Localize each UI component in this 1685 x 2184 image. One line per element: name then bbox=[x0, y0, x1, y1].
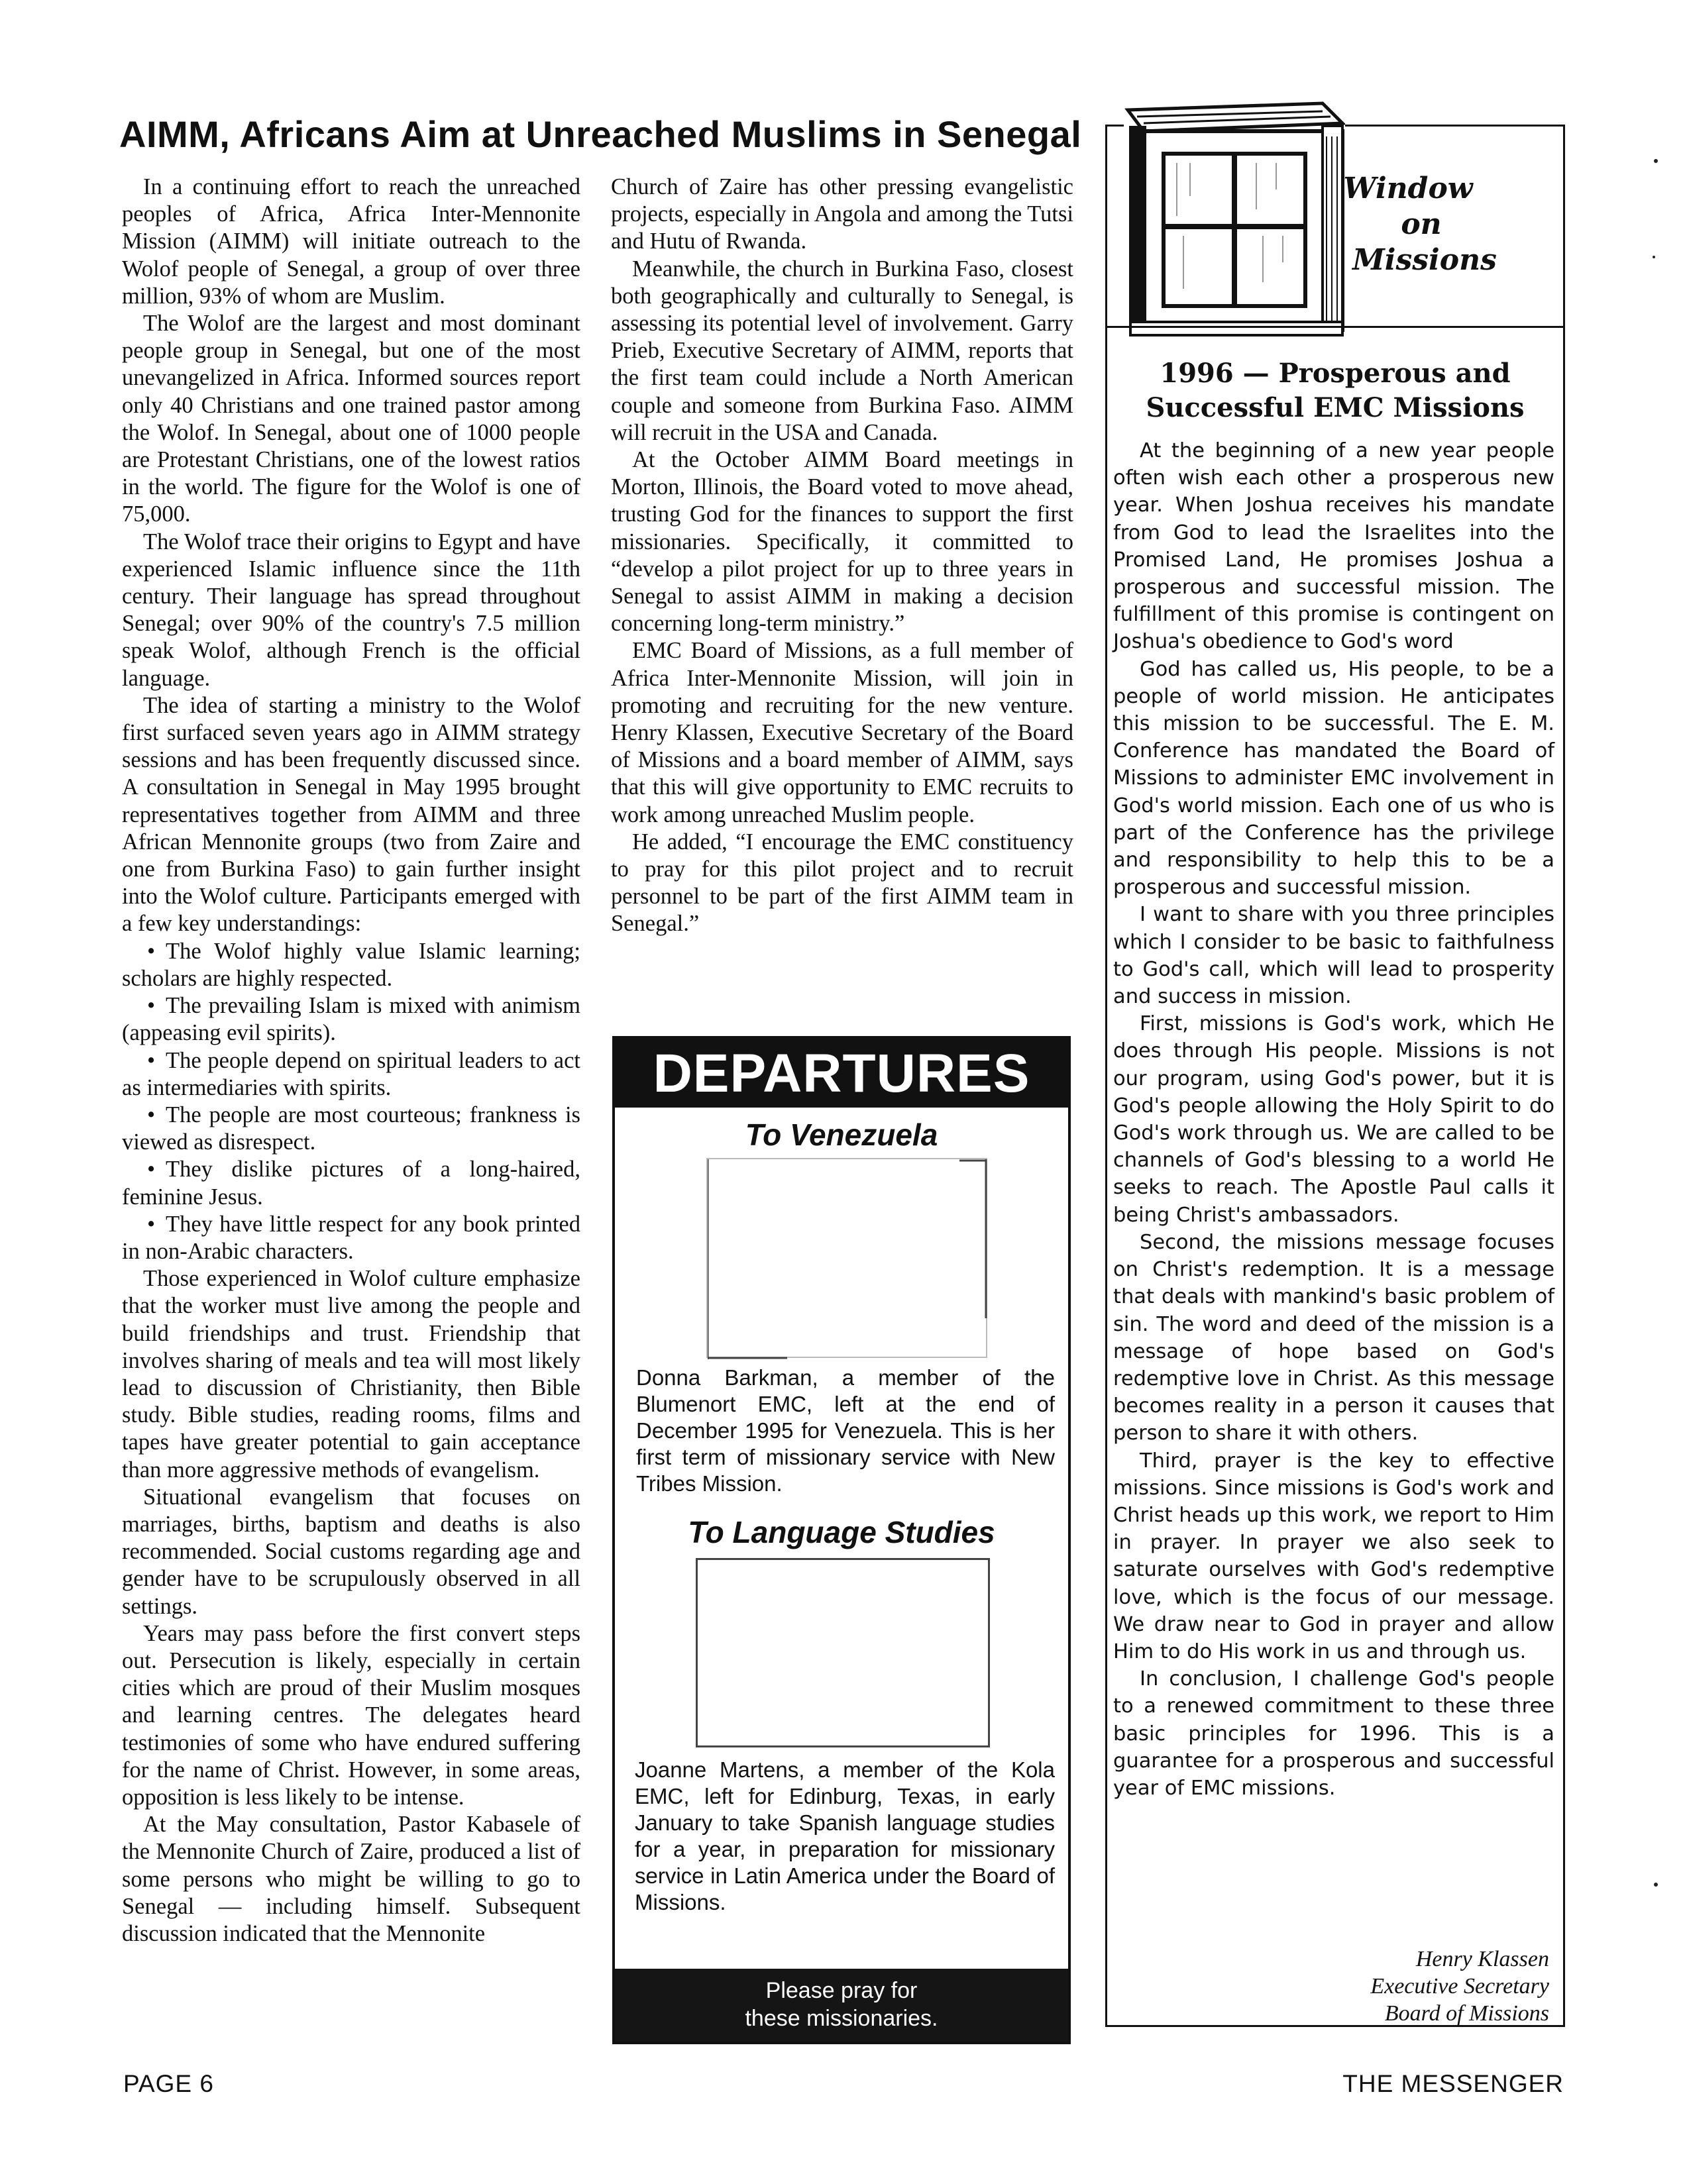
title-line: Window bbox=[1343, 172, 1473, 205]
title-line: Missions bbox=[1352, 243, 1497, 277]
heading-line: Successful EMC Missions bbox=[1146, 392, 1525, 423]
paragraph: The Wolof are the largest and most dominant people group in Senegal, but one of the most unevangelized in Africa. Informed sources report only 40 Christians and one trained pastor among the Wolof. In Senegal, about one of 1000 people are Protestant Christians, one of the lowest ratios in the world. The figure for the Wolof is one of 75,000. bbox=[122, 311, 580, 527]
language-studies-heading: To Language Studies bbox=[688, 1515, 995, 1549]
paragraph: I want to share with you three principles which I consider to be basic to faithfulness to God's call, which will lead to prosperity and success in mission. bbox=[1113, 903, 1554, 1009]
paragraph: Third, prayer is the key to effective missions. Since missions is God's work and Christ heads up this work, we report to Him in prayer. In prayer we also seek to saturate ourselves with God's redemptive love, which is the focus of our message. We draw near to God in prayer and allow Him to do His work in us and through us. bbox=[1113, 1449, 1554, 1663]
article-column-2 bbox=[611, 174, 1073, 938]
paragraph: Situational evangelism that focuses on marriages, births, baptism and deaths is also recommended. Social customs regarding age and gender have to be scrupulously observed in all settings. bbox=[122, 1484, 580, 1619]
bullet-icon: • bbox=[147, 993, 156, 1019]
bullet-icon: • bbox=[147, 938, 156, 964]
footer-line-1: Please pray for bbox=[765, 1978, 918, 2003]
paragraph: Those experienced in Wolof culture emphasize that the worker must live among the people and build friendships and trust. Friendship that involves sharing of meals and tea will most likely lead to discussion of Christianity, then Bible study. Bible studies, reading rooms, films and tapes have greater potential to gain acceptance than more aggressive methods of evangelism. bbox=[122, 1266, 580, 1482]
photo-placeholder bbox=[696, 1558, 990, 1747]
title-line: on bbox=[1401, 207, 1442, 241]
scan-speck bbox=[1654, 159, 1658, 163]
venezuela-text: Donna Barkman, a member of the Blumenort EMC, left at the end of December 1995 for Venezuela. This is her first term of missionary service with New Tribes Mission. bbox=[636, 1365, 1055, 1496]
bullet-icon: • bbox=[147, 1157, 156, 1182]
photo-placeholder bbox=[706, 1158, 987, 1358]
paragraph: At the October AIMM Board meetings in Morton, Illinois, the Board voted to move ahead, trusting God for the finances to support the first missionaries. Specifically, it committed to “develop a pilot project for up to three years in Senegal to assist AIMM in making a decision concerning long-term ministry.” bbox=[611, 447, 1073, 637]
bullet-icon: • bbox=[147, 1102, 156, 1127]
paragraph: Meanwhile, the church in Burkina Faso, closest both geographically and culturally to Senegal, is assessing its potential level of involvement. Garry Prieb, Executive Secretary of AIMM, reports that the first team could include a North American couple and someone from Burkina Faso. AIMM will recruit in the USA and Canada. bbox=[611, 256, 1073, 445]
paragraph: Years may pass before the first convert steps out. Persecution is likely, especially in certain cities which are proud of their Muslim mosques and learning centres. The delegates heard testimonies of some who have endured suffering for the name of Christ. However, in some areas, opposition is less likely to be intense. bbox=[122, 1620, 580, 1810]
paragraph: Second, the missions message focuses on Christ's redemption. It is a message that deals with mankind's basic problem of sin. The word and deed of the mission is a message of hope based on God's redemptive love in Christ. As this message becomes reality in a person it causes that person to share it with others. bbox=[1113, 1230, 1554, 1445]
bullet-icon: • bbox=[147, 1047, 156, 1073]
signature-name: Henry Klassen bbox=[1415, 1947, 1549, 1971]
bullet-item: • The prevailing Islam is mixed with animism (appeasing evil spirits). bbox=[122, 993, 580, 1046]
venezuela-heading: To Venezuela bbox=[745, 1118, 938, 1152]
language-studies-text: Joanne Martens, a member of the Kola EMC, left for Edinburg, Texas, in early January to take Spanish language studies for a year, in preparation for missionary service in Latin America under the Board of Missions. bbox=[635, 1757, 1055, 1914]
departures-footer bbox=[615, 1969, 1068, 2042]
bullet-item: • The Wolof highly value Islamic learning; scholars are highly respected. bbox=[122, 938, 580, 991]
paragraph: In conclusion, I challenge God's people to a renewed commitment to these three basic principles for 1996. This is a guarantee for a prosperous and successful year of EMC missions. bbox=[1113, 1667, 1554, 1800]
paragraph: The Wolof trace their origins to Egypt and have experienced Islamic influence since the 11th century. Their language has spread throughout Senegal; over 90% of the country's 7.5 million speak Wolof, although French is the official language. bbox=[122, 529, 580, 691]
scan-speck bbox=[1654, 1883, 1658, 1887]
paragraph: The idea of starting a ministry to the Wolof first surfaced seven years ago in AIMM strategy sessions and has been frequently discussed since. A consultation in Senegal in May 1995 brought representatives together from AIMM and three African Mennonite groups (two from Zaire and one from Burkina Faso) to gain further insight into the Wolof culture. Participants emerged with a few key understandings: bbox=[122, 692, 580, 937]
publication-name: THE MESSENGER bbox=[1342, 2070, 1564, 2097]
signature-title: Executive Secretary bbox=[1370, 1974, 1549, 1999]
window-on-missions-title bbox=[1312, 171, 1531, 278]
editorial-heading bbox=[1113, 356, 1557, 425]
scan-speck bbox=[1653, 256, 1655, 258]
paragraph: At the beginning of a new year people often wish each other a prosperous new year. When Joshua receives his mandate from God to lead the Israelites into the Promised Land, He promises Joshua a prosperous and successful mission. The fulfillment of this promise is contingent on Joshua's obedience to God's word bbox=[1113, 439, 1554, 654]
bullet-icon: • bbox=[147, 1211, 156, 1237]
paragraph: EMC Board of Missions, as a full member of Africa Inter-Mennonite Mission, will join in promoting and recruiting for the new venture. Henry Klassen, Executive Secretary of the Board of Missions and a board member of AIMM, says that this will give opportunity to EMC recruits to work among unreached Muslim people. bbox=[611, 638, 1073, 827]
paragraph: God has called us, His people, to be a people of world mission. He anticipates this mission to be successful. The E. M. Conference has mandated the Board of Missions to administer EMC involvement in God's world mission. Each one of us who is part of the Conference has the privilege and responsibility to help this to be a prosperous and successful mission. bbox=[1113, 657, 1554, 900]
paragraph: He added, “I encourage the EMC constituency to pray for this pilot project and to recruit personnel to be part of the first AIMM team in Senegal.” bbox=[611, 829, 1073, 937]
photo-frame-icon bbox=[708, 1159, 989, 1359]
paragraph: At the May consultation, Pastor Kabasele of the Mennonite Church of Zaire, produced a list of some persons who might be willing to go to Senegal — including himself. Subsequent discussion indicated that the Mennonite bbox=[122, 1812, 580, 1946]
signature-block bbox=[1259, 1946, 1549, 2027]
paragraph: In a continuing effort to reach the unreached peoples of Africa, Africa Inter-Mennonite Mission (AIMM) will initiate outreach to the Wolof people of Senegal, a group of over three million, 93% of whom are Muslim. bbox=[122, 174, 580, 309]
paragraph: First, missions is God's work, which He does through His people. Missions is not our program, using God's power, but it is God's people allowing the Holy Spirit to do God's work through us. We are called to be channels of God's blessing to a world He seeks to reach. The Apostle Paul calls it being Christ's ambassadors. bbox=[1113, 1012, 1554, 1227]
article-headline: AIMM, Africans Aim at Unreached Muslims in Senegal bbox=[119, 113, 1082, 155]
heading-line: 1996 — Prosperous and bbox=[1160, 358, 1511, 389]
paragraph: Church of Zaire has other pressing evangelistic projects, especially in Angola and among the Tutsi and Hutu of Rwanda. bbox=[611, 174, 1073, 254]
bullet-item: • They have little respect for any book printed in non-Arabic characters. bbox=[122, 1211, 580, 1264]
footer-line-2: these missionaries. bbox=[745, 2006, 938, 2031]
bullet-item: • The people are most courteous; frankness is viewed as disrespect. bbox=[122, 1102, 580, 1155]
signature-org: Board of Missions bbox=[1384, 2001, 1549, 2026]
page-number: PAGE 6 bbox=[123, 2070, 214, 2097]
departures-title: DEPARTURES bbox=[615, 1039, 1068, 1108]
article-column-1 bbox=[122, 174, 580, 1948]
bullet-item: • The people depend on spiritual leaders to act as intermediaries with spirits. bbox=[122, 1047, 580, 1100]
bullet-item: • They dislike pictures of a long-haired, feminine Jesus. bbox=[122, 1157, 580, 1210]
editorial-body bbox=[1113, 437, 1554, 1802]
section-divider bbox=[1105, 326, 1565, 328]
